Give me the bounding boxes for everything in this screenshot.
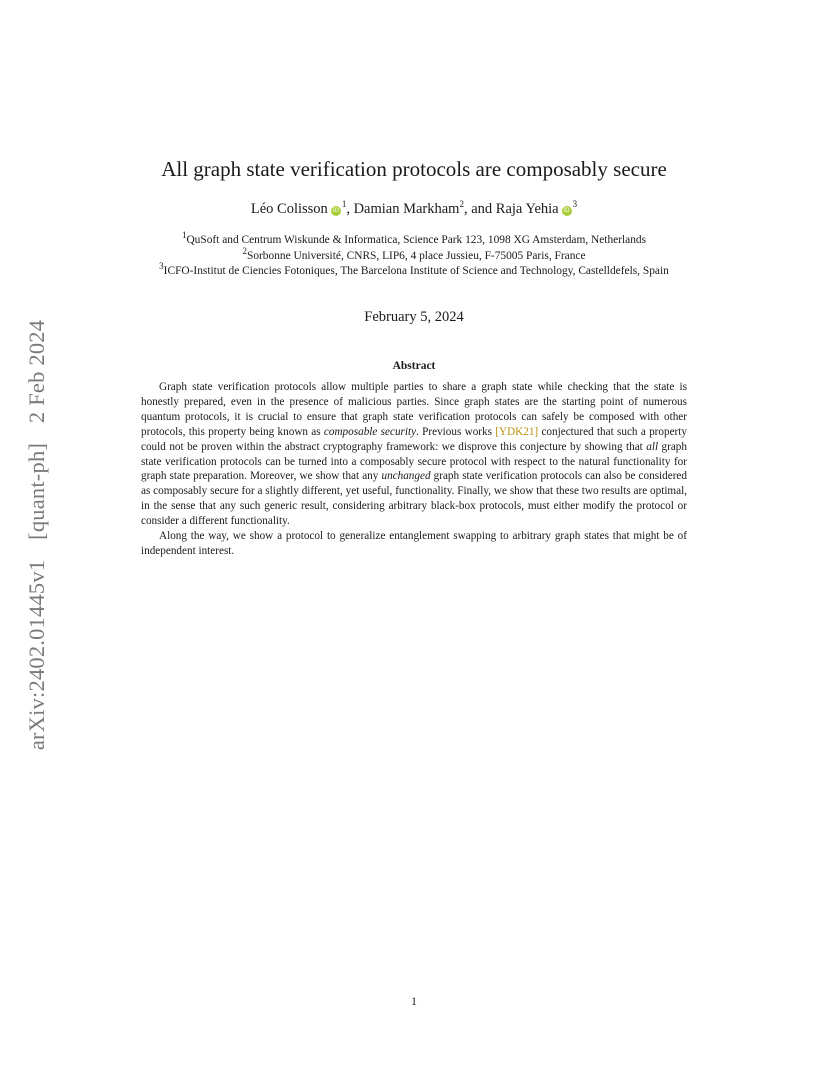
affiliation-text: ICFO-Institut de Ciencies Fotoniques, The Barcelona Institute of Science and Technology, Castelldefels, Spain [163,265,669,278]
author-affiliation-mark: 2 [459,199,464,210]
abstract-text: . Previous works [416,425,496,438]
abstract-paragraph [141,380,687,529]
abstract-text: Graph state verification protocols allow multiple parties to share a graph state while checking that the state is honestly prepared, even in the presence of malicious parties. Since graph states are the starting point of numerous quantum protocols, it is crucial to ensure that graph state verification protocols can safely be composed with other protocols, this property being known as [141,381,687,438]
abstract-text: graph state verification protocols can be turned into a composably secure protocol with respect to the natural functionality for graph state preparation. Moreover, we show that any [141,440,687,483]
affiliation-text: Sorbonne Université, CNRS, LIP6, 4 place Jussieu, F-75005 Paris, France [246,249,586,262]
affiliation-line [0,230,828,249]
affiliation-line [0,245,828,265]
orcid-icon[interactable]: iD [332,207,339,214]
arxiv-id[interactable]: arXiv:2402.01445v1 [24,559,49,751]
author-separator: , and [463,201,496,217]
arxiv-category: [quant-ph] [24,442,49,540]
abstract-heading: Abstract [392,360,436,372]
affiliation-text: QuSoft and Centrum Wiskunde & Informatica, Science Park 123, 1098 XG Amsterdam, Netherlands [186,234,647,246]
author-separator: , [346,201,354,217]
abstract-emphasis: unchanged [381,470,431,483]
orcid-icon[interactable]: iD [563,207,570,214]
author-name: Léo Colisson [250,201,328,217]
page-number: 1 [411,994,417,1008]
author-list [0,201,828,218]
abstract-emphasis: composable security [323,425,417,438]
arxiv-stamp [24,306,50,750]
affiliation-number: 1 [181,230,187,241]
abstract-body [141,380,687,559]
author-affiliation-mark: 1 [341,199,347,210]
paper-title: All graph state verification protocols are composably secure [161,157,667,181]
abstract-paragraph: Along the way, we show a protocol to generalize entanglement swapping to arbitrary graph states that might be of independent interest. [141,530,687,557]
abstract-text: conjectured that such a property could not be proven within the abstract cryptography framework: we disprove this conjecture by showing that [141,425,687,453]
author-name: Raja Yehia [495,201,559,217]
abstract-text: graph state verification protocols can also be considered as composably secure for a slightly different, yet useful, functionality. Finally, we show that these two results are optimal, in the sense that any such generic result, considering arbitrary black-box protocols, must either modify the protocol or consider a different functionality. [141,470,687,528]
affiliations [0,230,828,280]
abstract-emphasis: all [646,440,659,453]
arxiv-date: 2 Feb 2024 [24,319,49,424]
affiliation-number: 3 [159,261,164,272]
citation-link[interactable]: [YDK21] [495,425,539,438]
author-affiliation-mark: 3 [572,199,578,210]
author-name: Damian Markham [353,201,460,217]
paper-date: February 5, 2024 [364,309,464,325]
affiliation-number: 2 [242,245,247,256]
affiliation-line [0,261,828,280]
